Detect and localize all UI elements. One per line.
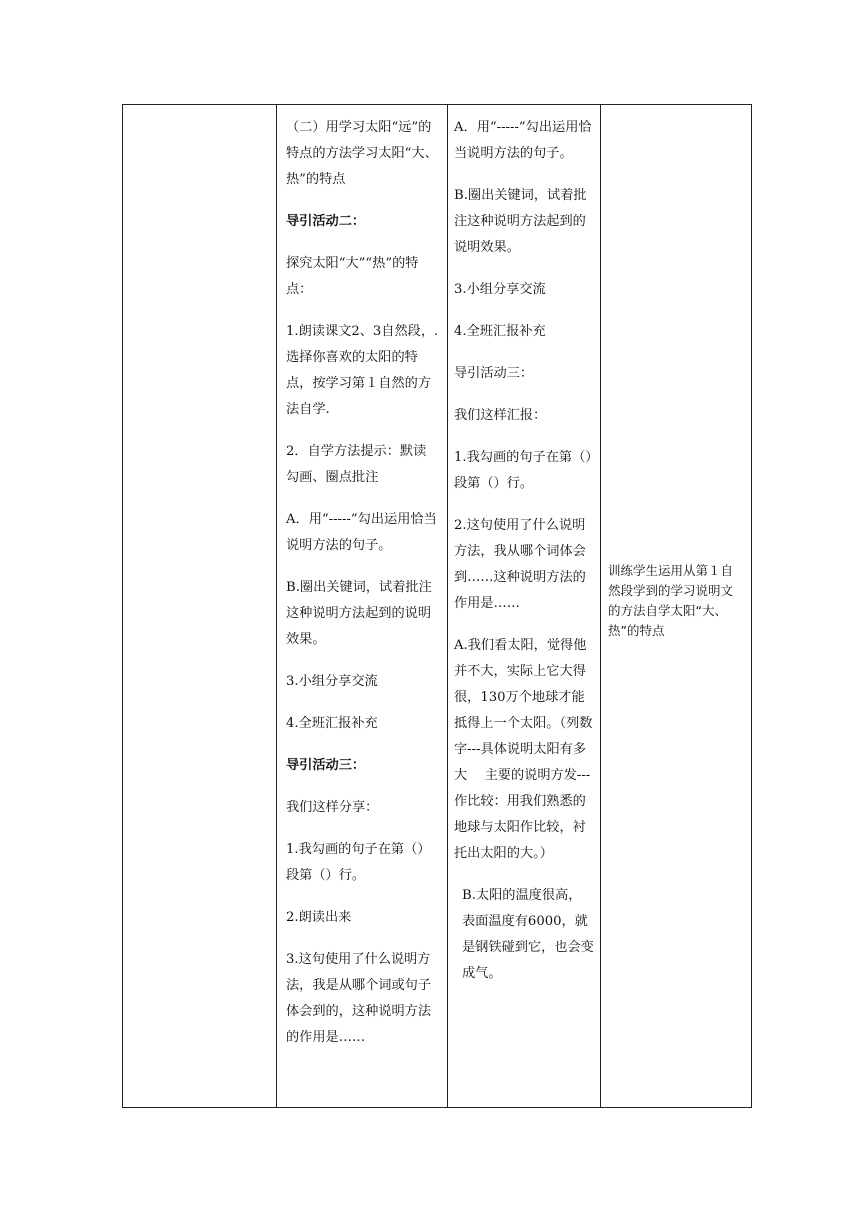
col2-paragraph: （二）用学习太阳“远”的特点的方法学习太阳“大、热”的特点 [286, 120, 438, 187]
col3-paragraph: 2.这句使用了什么说明方法，我从哪个词体会到……这种说明方法的作用是…… [454, 518, 586, 611]
col2-paragraph: 3.小组分享交流 [286, 674, 378, 689]
col2-paragraph: 1.朗读课文2、3自然段，.选择你喜欢的太阳的特点，按学习第１自然的方法自学. [286, 324, 439, 417]
lesson-plan-table [122, 104, 752, 1108]
col3-paragraph: 导引活动三： [454, 366, 534, 381]
col2-paragraph: 我们这样分享： [286, 800, 379, 815]
student-activity-cell [448, 105, 601, 1108]
design-intent-text: 训练学生运用从第１自然段学到的学习说明文的方法自学太阳“大、热”的特点 [608, 563, 734, 638]
col2-paragraph: 2．自学方法提示：默读勾画、圈点批注 [286, 444, 427, 485]
col2-paragraph: 导引活动三： [286, 758, 366, 773]
col2-paragraph: B.圈出关键词，试着批注这种说明方法起到的说明效果。 [286, 580, 432, 647]
col3-paragraph: 我们这样汇报： [454, 408, 547, 423]
table-row [123, 105, 752, 1108]
col3-paragraph: 1.我勾画的句子在第（）段第（）行。 [454, 450, 592, 491]
col2-paragraph: 探究太阳“大”“热”的特点： [286, 256, 419, 297]
col2-paragraph: 1.我勾画的句子在第（）段第（）行。 [286, 842, 431, 883]
col2-paragraph: 2.朗读出来 [286, 910, 352, 925]
teacher-activity-content [277, 105, 447, 1107]
teacher-activity-cell [277, 105, 448, 1108]
col3-paragraph: 3.小组分享交流 [454, 282, 546, 297]
col2-paragraph: 导引活动二： [286, 214, 366, 229]
design-intent-cell [601, 105, 752, 1108]
col2-paragraph: 4.全班汇报补充 [286, 716, 378, 731]
col3-paragraph: A．用“-----”勾出运用恰当说明方法的句子。 [454, 120, 592, 161]
student-activity-content [448, 105, 600, 1107]
col3-paragraph: 4.全班汇报补充 [454, 324, 546, 339]
col3-paragraph: A.我们看太阳，觉得他并不大，实际上它大得很，130万个地球才能抵得上一个太阳。（列数字---具体说明太阳有多大 主要的说明方发--- 作比较：用我们熟悉的地球与太阳作比较，衬托出太阳的大。） [454, 638, 593, 861]
col3-paragraph: B.圈出关键词，试着批注这种说明方法起到的说明效果。 [454, 188, 587, 255]
blank-column-cell [123, 105, 277, 1108]
col2-paragraph: A．用“-----”勾出运用恰当说明方法的句子。 [286, 512, 437, 553]
col2-paragraph: 3.这句使用了什么说明方法，我是从哪个词或句子体会到的，这种说明方法的作用是…… [286, 952, 432, 1045]
col3-paragraph: B.太阳的温度很高，表面温度有6000，就是钢铁碰到它，也会变成气。 [462, 888, 594, 981]
